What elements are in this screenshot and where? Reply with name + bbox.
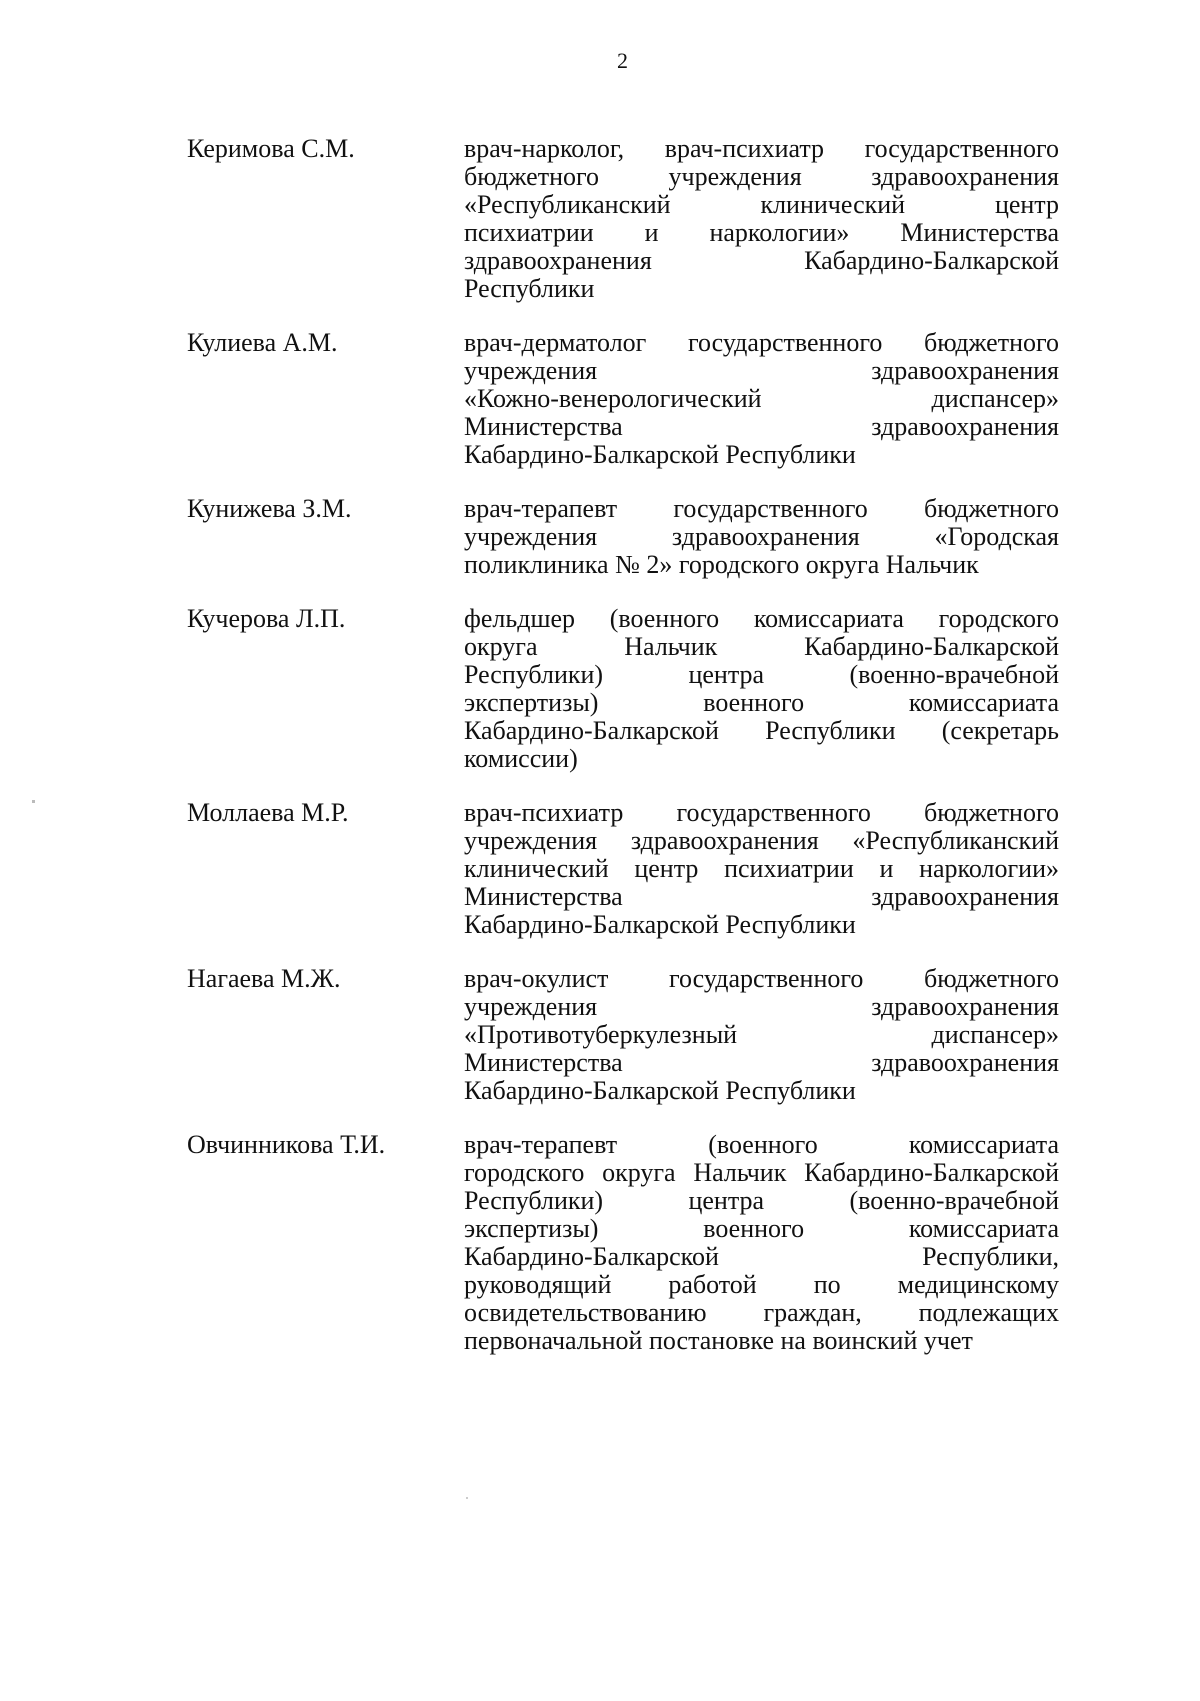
position-line: городского округа Нальчик Кабардино-Балкарской xyxy=(464,1158,1059,1187)
member-name: Кунижева З.М. xyxy=(187,494,352,523)
member-entry xyxy=(187,495,1059,579)
position-line: психиатрии и наркологии» Министерства xyxy=(464,218,1059,247)
position-line: «Республиканский клинический центр xyxy=(464,190,1059,219)
member-position xyxy=(464,1131,1059,1355)
member-entry xyxy=(187,605,1059,773)
position-line: врач-терапевт (военного комиссариата xyxy=(464,1130,1059,1159)
position-line: первоначальной постановке на воинский учет xyxy=(464,1326,973,1355)
position-line: учреждения здравоохранения xyxy=(464,992,1059,1021)
position-line: Кабардино-Балкарской Республики xyxy=(464,910,856,939)
position-line: экспертизы) военного комиссариата xyxy=(464,688,1059,717)
position-line: Кабардино-Балкарской Республики (секретарь xyxy=(464,716,1059,745)
member-position xyxy=(464,135,1059,303)
position-line: врач-нарколог, врач-психиатр государственного xyxy=(464,134,1059,163)
position-line: Кабардино-Балкарской Республики xyxy=(464,440,856,469)
member-name: Нагаева М.Ж. xyxy=(187,964,341,993)
position-line: экспертизы) военного комиссариата xyxy=(464,1214,1059,1243)
member-name: Овчинникова Т.И. xyxy=(187,1130,386,1159)
position-line: освидетельствованию граждан, подлежащих xyxy=(464,1298,1059,1327)
position-line: «Кожно-венерологический диспансер» xyxy=(464,384,1059,413)
position-line: врач-окулист государственного бюджетного xyxy=(464,964,1059,993)
position-line: округа Нальчик Кабардино-Балкарской xyxy=(464,632,1059,661)
member-name: Кулиева А.М. xyxy=(187,328,338,357)
member-position xyxy=(464,605,1059,773)
member-entry xyxy=(187,799,1059,939)
position-line: Республики xyxy=(464,274,595,303)
member-entry xyxy=(187,135,1059,303)
position-line: Республики) центра (военно-врачебной xyxy=(464,1186,1059,1215)
position-line: врач-психиатр государственного бюджетного xyxy=(464,798,1059,827)
member-entry xyxy=(187,965,1059,1105)
member-position xyxy=(464,495,1059,579)
position-line: здравоохранения Кабардино-Балкарской xyxy=(464,246,1059,275)
position-line: врач-дерматолог государственного бюджетного xyxy=(464,328,1059,357)
member-name: Кучерова Л.П. xyxy=(187,604,346,633)
scan-artifact xyxy=(32,800,35,803)
member-name: Керимова С.М. xyxy=(187,134,355,163)
position-line: «Противотуберкулезный диспансер» xyxy=(464,1020,1059,1049)
position-line: Кабардино-Балкарской Республики xyxy=(464,1076,856,1105)
position-line: руководящий работой по медицинскому xyxy=(464,1270,1059,1299)
position-line: бюджетного учреждения здравоохранения xyxy=(464,162,1059,191)
position-line: Кабардино-Балкарской Республики, xyxy=(464,1242,1059,1271)
position-line: комиссии) xyxy=(464,744,578,773)
position-line: врач-терапевт государственного бюджетного xyxy=(464,494,1059,523)
page-number: 2 xyxy=(617,48,628,73)
scan-artifact xyxy=(466,1497,468,1499)
member-position xyxy=(464,965,1059,1105)
position-line: Министерства здравоохранения xyxy=(464,412,1059,441)
position-line: клинический центр психиатрии и наркологии» xyxy=(464,854,1059,883)
position-line: учреждения здравоохранения «Республиканский xyxy=(464,826,1059,855)
position-line: учреждения здравоохранения xyxy=(464,356,1059,385)
position-line: Республики) центра (военно-врачебной xyxy=(464,660,1059,689)
member-entry xyxy=(187,1131,1059,1355)
member-position xyxy=(464,799,1059,939)
member-name: Моллаева М.Р. xyxy=(187,798,349,827)
position-line: учреждения здравоохранения «Городская xyxy=(464,522,1059,551)
position-line: поликлиника № 2» городского округа Нальчик xyxy=(464,550,979,579)
position-line: фельдшер (военного комиссариата городского xyxy=(464,604,1059,633)
position-line: Министерства здравоохранения xyxy=(464,1048,1059,1077)
member-position xyxy=(464,329,1059,469)
commission-members-list xyxy=(187,135,1059,1381)
position-line: Министерства здравоохранения xyxy=(464,882,1059,911)
member-entry xyxy=(187,329,1059,469)
